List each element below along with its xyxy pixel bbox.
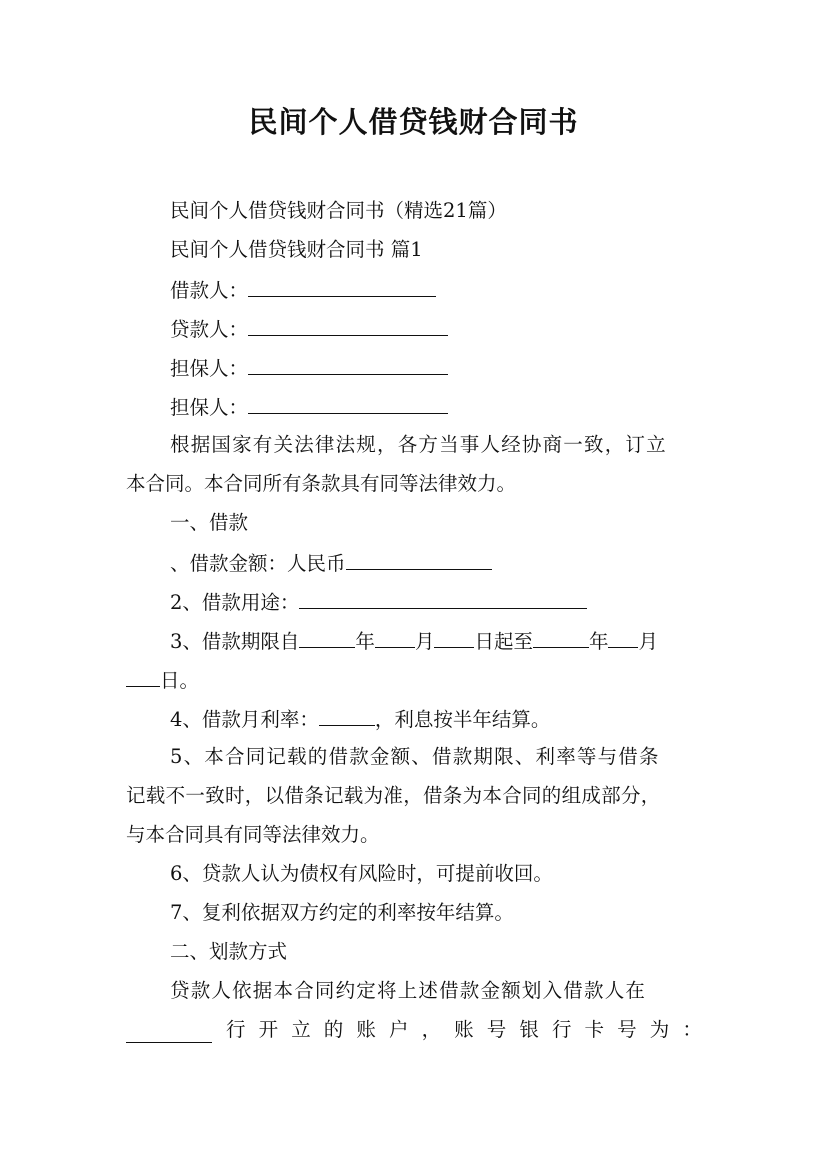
rate-blank	[319, 705, 375, 726]
transfer-line-2-text	[226, 1017, 702, 1043]
part1-heading: 一、借款	[170, 511, 249, 534]
item3-line	[170, 627, 702, 655]
item5-line-2: 记载不一致时，以借条记载为准，借条为本合同的组成部分，	[126, 784, 661, 807]
transfer-line-2	[126, 1017, 702, 1043]
borrower-blank	[248, 276, 436, 297]
guarantor2-blank	[248, 393, 448, 414]
item4-label: 4、借款月利率：	[170, 708, 319, 731]
year-label-2: 年	[588, 630, 609, 653]
char: 银	[519, 1018, 539, 1041]
lender-line	[170, 315, 702, 343]
transfer-line-1: 贷款人依据本合同约定将上述借款金额划入借款人在	[170, 979, 647, 1002]
char: 卡	[584, 1018, 605, 1041]
char: 账	[454, 1018, 474, 1041]
start-day-blank	[434, 627, 474, 648]
item1-line	[170, 549, 702, 577]
section-heading: 民间个人借贷钱财合同书 篇1	[170, 238, 423, 261]
intro-line-1: 根据国家有关法律法规，各方当事人经协商一致，订立	[170, 433, 667, 456]
lender-blank	[248, 315, 448, 336]
part2-heading: 二、划款方式	[170, 940, 288, 963]
item3-end: 日。	[160, 669, 200, 692]
item4-tail: ，利息按半年结算。	[374, 708, 551, 731]
amount-blank	[346, 549, 492, 570]
char: 账	[356, 1018, 376, 1041]
end-month-blank	[608, 627, 638, 648]
item5-line-3: 与本合同具有同等法律效力。	[126, 823, 380, 846]
lender-label: 贷款人：	[170, 318, 249, 341]
char: 行	[551, 1018, 572, 1041]
guarantor1-blank	[248, 354, 448, 375]
guarantor1-label: 担保人：	[170, 357, 249, 380]
item6-line: 6、贷款人认为债权有风险时，可提前收回。	[170, 862, 553, 885]
purpose-blank	[299, 588, 587, 609]
item2-line	[170, 588, 702, 616]
item1-label: 、借款金额：人民币	[170, 552, 346, 575]
item5-line-1: 5、本合同记载的借款金额、借款期限、利率等与借条	[170, 745, 660, 768]
char: ：	[682, 1018, 702, 1041]
item2-label: 2、借款用途：	[170, 591, 300, 614]
document-title: 民间个人借贷钱财合同书	[248, 105, 579, 139]
subtitle: 民间个人借贷钱财合同书（精选21篇）	[170, 199, 507, 222]
year-label: 年	[355, 630, 375, 653]
end-day-blank	[126, 666, 160, 687]
guarantor1-line	[170, 354, 702, 382]
char: 为	[649, 1018, 670, 1041]
item3-label: 3、借款期限自	[170, 630, 300, 653]
char: 的	[323, 1018, 344, 1041]
day-to-label: 日起至	[474, 630, 533, 653]
borrower-line	[170, 276, 702, 304]
char: 号	[617, 1018, 637, 1041]
char: 号	[486, 1018, 507, 1041]
month-label-2: 月	[638, 630, 658, 653]
end-year-blank	[533, 627, 589, 648]
char: 行	[226, 1018, 246, 1041]
bank-name-blank	[126, 1022, 212, 1043]
item3-line-2	[126, 666, 702, 694]
borrower-label: 借款人：	[170, 279, 249, 302]
item7-line: 7、复利依据双方约定的利率按年结算。	[170, 901, 514, 924]
char: 立	[291, 1018, 311, 1041]
char: ，	[421, 1018, 442, 1041]
char: 户	[388, 1018, 409, 1041]
month-label: 月	[414, 630, 435, 653]
guarantor2-label: 担保人：	[170, 396, 249, 419]
start-month-blank	[375, 627, 415, 648]
guarantor2-line	[170, 393, 702, 421]
intro-line-2: 本合同。本合同所有条款具有同等法律效力。	[126, 472, 517, 495]
start-year-blank	[299, 627, 355, 648]
char: 开	[258, 1018, 279, 1041]
item4-line	[170, 705, 702, 733]
